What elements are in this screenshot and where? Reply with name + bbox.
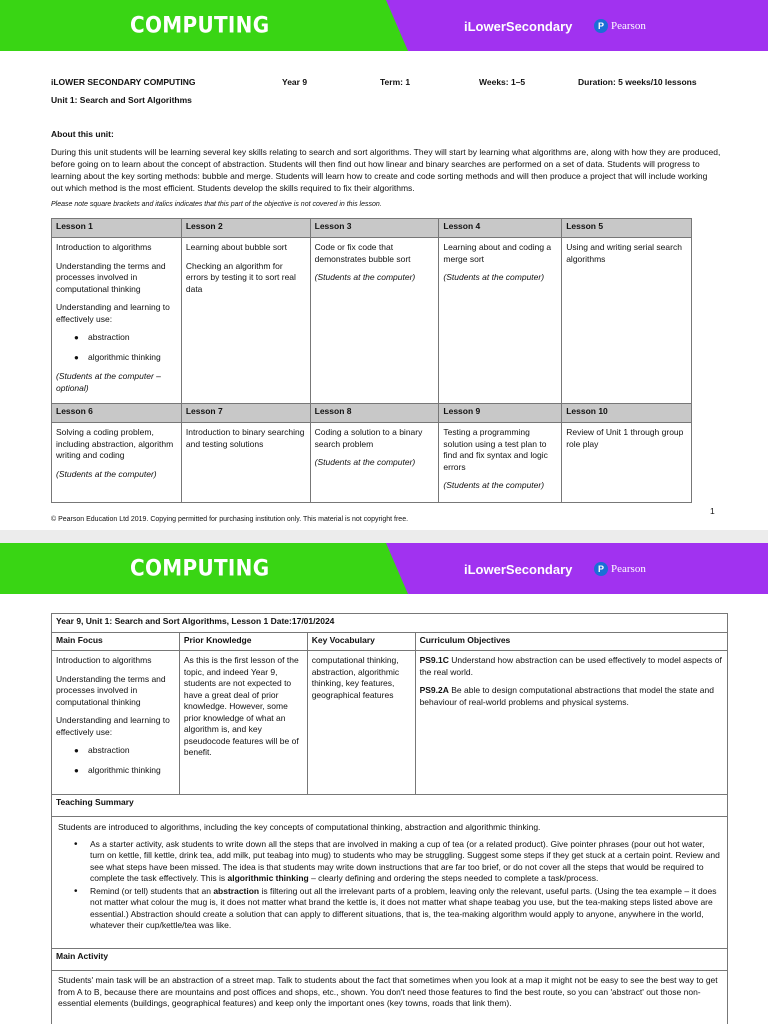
term-label: Term: 1 [380,77,411,87]
column-header: Main Focus [52,633,180,651]
bullet-item: ● algorithmic thinking [56,765,175,777]
teaching-summary-header-row [52,795,728,817]
lesson-text: Using and writing serial search algorithms [566,242,682,264]
banner-purple-band [408,0,768,51]
lesson-text: Learning about and coding a merge sort [443,242,552,264]
lesson-text: Introduction to binary searching and testing solutions [185,427,305,449]
lesson-5-cell [562,238,692,404]
course-title: iLOWER SECONDARY COMPUTING [51,77,196,87]
bullet-text: is filtering out all the irrelevant parts of a problem, leaving only the relevant, useful parts. (Using the tea example – it does not matter what colour the mug is, it does not matter what brand the kettle is, it does not matter what shape teabag you use, but the tea-making steps listed above are essential.) Abstraction should create a solution that can apply to different situations, that is, the tea-making algorithm would apply to anyone, anywhere in the world, whatever their cup/kettle/tea was like. [90,885,717,930]
objective-item [420,685,723,708]
lesson-note: (Students at the computer) [314,272,416,282]
lessons-content-row-2 [52,423,692,503]
focus-text: Understanding the terms and processes involved in computational thinking [56,673,166,707]
year-label: Year 9 [282,77,308,87]
lesson-3-cell [310,238,439,404]
lesson-text: Solving a coding problem, including abstraction, algorithm writing and coding [56,427,174,460]
teaching-summary-cell [52,817,728,949]
lesson-text: Checking an algorithm for errors by testing it to sort real data [185,260,296,294]
lesson-9-cell [439,423,562,503]
about-text: During this unit students will be learning several key skills relating to search and sort algorithms. They will start by learning what algorithms are, along with how they are produced, before going on to learn about the concept of abstraction. Students will then find out how linear and binary searches are performed on a set of data. Students will progress to learning about the key sorting methods: bubble and merge. Students will learn how to create and code sorting methods and will then produce a project that will include working out which method is the most efficient. Students develop the skills required to fix their algorithms. [51,147,721,193]
lesson-header: Lesson 10 [562,404,692,423]
teaching-intro: Students are introduced to algorithms, including the key concepts of computational thinking, abstraction and algorithmic thinking. [58,822,541,832]
lesson-header: Lesson 5 [562,219,692,238]
weeks-label: Weeks: 1–5 [479,77,526,87]
lesson-header: Lesson 3 [310,219,439,238]
teaching-summary-row [52,817,728,949]
pearson-logo-icon: P [594,562,608,576]
lessons-header-row-1 [52,219,692,238]
main-activity-text: Students' main task will be an abstraction of a street map. Talk to students about the fact that sometimes when you look at a map it might not be easy to see the best way to get from A to B, because there are mountains and post offices and shops, etc., shown. You don't need those features to find the best route, so you can 'abstract' out those non-essential elements (buildings, geographical features) and keep only the important ones (key towns, roads that link them). [52,971,728,1024]
page-banner [0,0,768,51]
bullet-text: As a starter activity, ask students to write down all the steps that are involved in making a cup of tea (or a related product). Give pointer phrases (pour out hot water, turn on kettle, fill kettle, drink tea, add milk, put teabag into mug) to students who may be struggling. Suggest some steps if they get stuck at a certain point. Review and see what steps have been missed. The idea is that students may write down instructions that are far too brief, or do not cover all the steps that would be required to complete the task effectively. This is [90,838,720,883]
objective-text: Be able to design computational abstractions that model the state and behaviour of real-world problems and physical systems. [419,685,714,707]
focus-bullets [56,745,175,776]
lesson-1-cell [52,238,182,404]
lesson-header: Lesson 2 [181,219,310,238]
banner-publisher: Pearson [611,20,646,32]
lesson-text: Introduction to algorithms [56,242,152,252]
objective-text: Understand how abstraction can be used effectively to model aspects of the real world. [419,655,722,677]
lesson-header: Lesson 4 [439,219,562,238]
bullet-item: ● abstraction [56,332,177,344]
banner-subject: COMPUTING [130,11,270,39]
lesson-text: Code or fix code that demonstrates bubble sort [314,242,411,264]
banner-publisher: Pearson [611,563,646,575]
bullet-item: ● abstraction [56,745,175,757]
teaching-bullet [58,886,721,932]
column-header: Prior Knowledge [179,633,307,651]
lessons-table [51,218,692,503]
banner-purple-band [408,543,768,594]
document-page-2 [0,543,768,1024]
about-heading: About this unit: [51,129,114,139]
lesson-note: (Students at the computer) [56,468,157,479]
lesson-text: Learning about bubble sort [185,242,287,252]
lesson-2-cell [181,238,310,404]
curriculum-objectives-cell [415,651,727,795]
lesson-4-cell [439,238,562,404]
banner-brand: iLowerSecondary [464,562,573,577]
key-vocabulary-text: computational thinking, abstraction, algorithmic thinking, key features, geographical features [311,655,400,700]
lesson-text: Review of Unit 1 through group role play [566,427,684,449]
objective-item [420,655,723,678]
lesson-note: (Students at the computer) [314,457,416,467]
lesson-plan-table [51,613,728,1024]
lesson-plan-title: Year 9, Unit 1: Search and Sort Algorithms, Lesson 1 Date:17/01/2024 [52,614,728,633]
bullet-keyword: abstraction [213,885,260,896]
lesson-header: Lesson 7 [181,404,310,423]
lesson-6-cell [52,423,182,503]
unit-title: Unit 1: Search and Sort Algorithms [51,95,192,105]
key-vocabulary-cell [307,651,415,795]
teaching-bullets [58,839,721,932]
bullet-text: – clearly defining and ordering the steps needed to complete a task/process. [308,873,599,883]
objective-code: PS9.1C [419,655,449,665]
lesson-header: Lesson 8 [310,404,439,423]
lesson-header: Lesson 6 [52,404,182,423]
page-number: 1 [710,506,715,516]
lesson-note: (Students at the computer) [443,272,545,282]
lesson-plan-header-row [52,633,728,651]
lesson-header: Lesson 1 [52,219,182,238]
banner-brand: iLowerSecondary [464,19,573,34]
lesson-plan-content-row [52,651,728,795]
copyright-notice: © Pearson Education Ltd 2019. Copying permitted for purchasing institution only. This material is not copyright free. [51,516,409,523]
pearson-logo-icon: P [594,19,608,33]
column-header: Curriculum Objectives [415,633,727,651]
banner-subject: COMPUTING [130,554,270,582]
lesson-text: Testing a programming solution using a test plan to find and fix syntax and logic errors [443,427,548,472]
lesson-note: (Students at the computer) [443,480,545,490]
column-header: Key Vocabulary [307,633,415,651]
bullet-keyword: algorithmic thinking [227,873,309,883]
prior-knowledge-cell [179,651,307,795]
focus-text: Introduction to algorithms [56,655,152,665]
lesson-plan-title-row [52,614,728,633]
lesson-10-cell [562,423,692,503]
main-activity-header-row [52,949,728,971]
lesson-note: (Students at the computer – optional) [56,371,161,393]
duration-label: Duration: 5 weeks/10 lessons [578,77,697,87]
lesson-header: Lesson 9 [439,404,562,423]
bullet-text: Remind (or tell) students that an [90,885,214,896]
lesson-text: Understanding the terms and processes involved in computational thinking [56,260,166,294]
page-banner [0,543,768,594]
teaching-bullet [58,839,721,885]
focus-text: Understanding and learning to effectively use: [56,715,170,737]
lesson-7-cell [181,423,310,503]
main-activity-heading: Main Activity [52,949,728,971]
note-text: Please note square brackets and italics indicates that this part of the objective is not covered in this lesson. [51,201,382,208]
lesson-8-cell [310,423,439,503]
teaching-summary-heading: Teaching Summary [52,795,728,817]
lesson-text: Coding a solution to a binary search problem [314,427,423,449]
prior-knowledge-text: As this is the first lesson of the topic, and indeed Year 9, students are not expected to have a great deal of prior knowledge. However, some prior knowledge of what an algorithm is, and key pseudocode features will be of benefit. [183,655,299,757]
main-focus-cell [52,651,180,795]
objective-code: PS9.2A [419,685,449,695]
main-activity-row [52,971,728,1024]
lesson-text: Understanding and learning to effectively use: [56,302,170,324]
lesson-bullets [56,332,177,363]
bullet-item: ● algorithmic thinking [56,352,177,364]
lessons-header-row-2 [52,404,692,423]
lessons-content-row-1 [52,238,692,404]
